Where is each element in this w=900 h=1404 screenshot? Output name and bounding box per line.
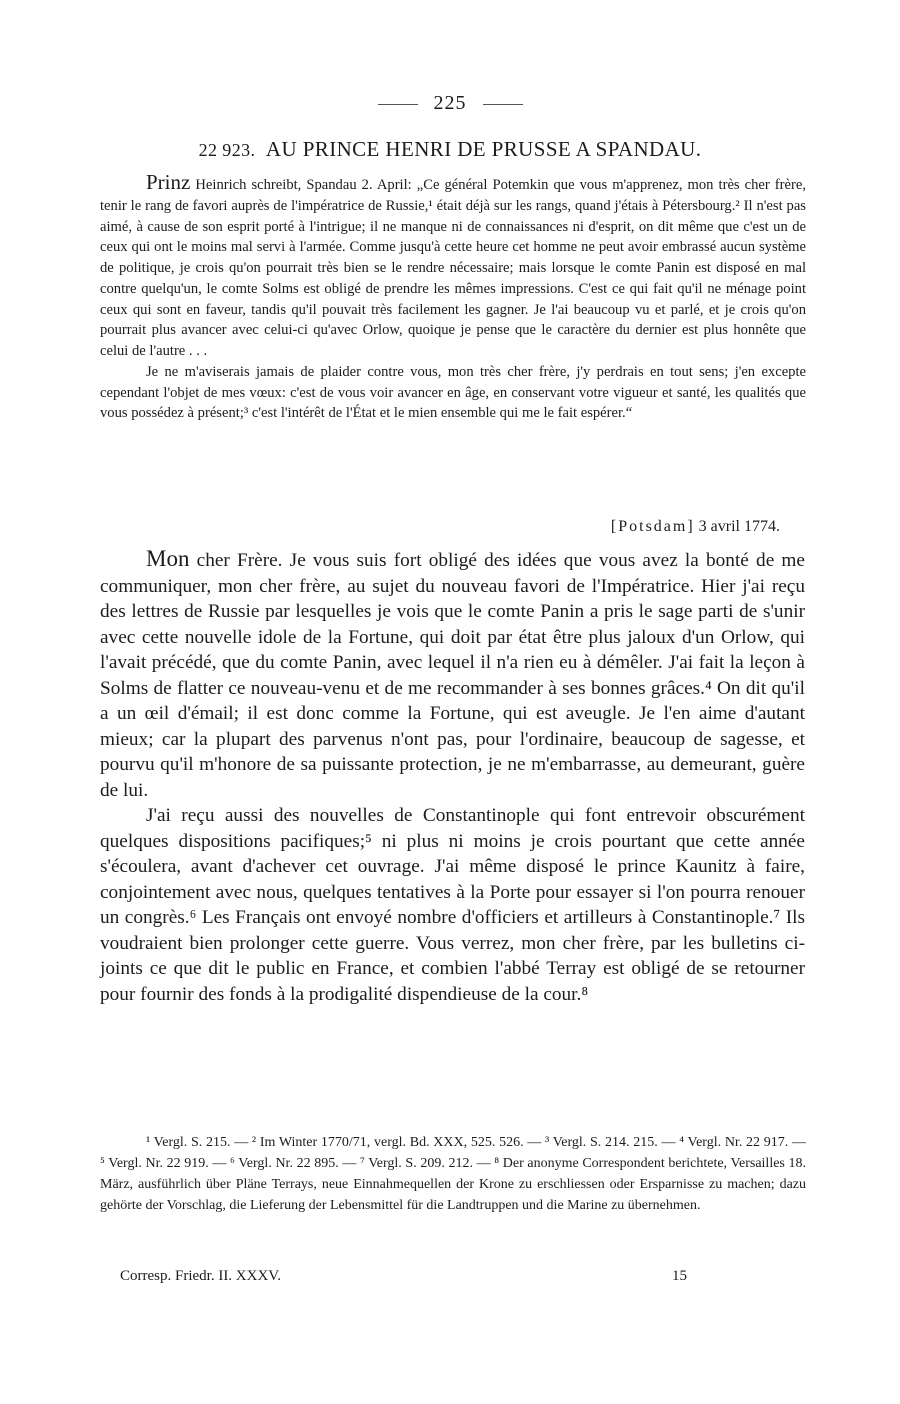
letter-number: 22 923. <box>198 140 256 160</box>
page-number-text: 225 <box>433 92 467 114</box>
body-paragraph-1 <box>100 546 805 803</box>
footnotes <box>100 1132 806 1216</box>
body-lead-word: Mon <box>146 546 190 571</box>
intro-paragraph-1 <box>100 172 806 362</box>
letter-title: AU PRINCE HENRI DE PRUSSE A SPANDAU. <box>265 137 702 161</box>
intro-quotation <box>100 172 806 424</box>
dateline <box>611 518 780 536</box>
dateline-date: 3 avril 1774. <box>698 518 780 535</box>
intro-paragraph-1-text: Heinrich schreibt, Spandau 2. April: „Ce général Potemkin que vous m'apprenez, mon très cher frère, tenir le rang de favori auprès de l'impératrice de Russie,¹ était déjà sur les rangs, quand j'étais à Pétersbourg.² Il n'est pas aimé, à cause de son esprit porté à l'intrigue; il ne manque ni de connaissances ni d'esprit, on dit même que c'est un de ceux qui ont le moins mal servi à l'armée. Comme jusqu'à cette heure cet homme ne peut avoir embrassé aucun système de politique, je crois qu'on pourrait très bien se le rendre nécessaire; mais lorsque le comte Panin est disposé en mal contre quelqu'un, le comte Solms est obligé de prendre les mêmes impressions. C'est ce qui fait qu'il ne ménage point ceux qui sont en faveur, tandis qu'il pouvait très facilement les gagner. Je l'ai beaucoup vu et parlé, et je crois qu'on pourrait plus avancer avec celui-ci qu'avec Orlow, quoique je pense que le caractère du dernier est plus honnête que celui de l'autre . . . <box>100 177 806 359</box>
page-number <box>0 92 900 115</box>
letter-heading <box>0 137 900 162</box>
body-paragraph-2: J'ai reçu aussi des nouvelles de Constantinople qui font entrevoir obscurément quelques dispositions pacifiques;⁵ ni plus ni moins je crois pourtant que cette année s'écoulera, avant d'achever cet ouvrage. J'ai même disposé le prince Kaunitz à faire, conjointement avec nous, quelques tentatives à la Porte pour essayer si l'on pourra renouer un congrès.⁶ Les Français ont envoyé nombre d'officiers et artilleurs à Constantinople.⁷ Ils voudraient bien prolonger cette guerre. Vous verrez, mon cher frère, par les bulletins ci-joints ce que dit le public en France, et combien l'abbé Terray est obligé de se retourner pour fournir des fonds à la prodigalité dispendieuse de la cour.⁸ <box>100 805 805 1005</box>
letter-body <box>100 546 805 1007</box>
page-number-rule-right <box>483 104 523 105</box>
body-paragraph-1-text: cher Frère. Je vous suis fort obligé des idées que vous avez la bonté de me communiquer, mon cher frère, au sujet du nouveau favori de l'Impératrice. Hier j'ai reçu des lettres de Russie par lesquelles je vois que le comte Panin a pris le sage parti de s'unir avec cette nouvelle idole de la Fortune, qui doit par état être plus jaloux d'un Orlow, qui l'avait précédé, que du comte Panin, avec lequel il n'a rien eu à démêler. J'ai fait la leçon à Solms de flatter ce nouveau-venu et de me recommander à ses bonnes grâces.⁴ On dit qu'il a un œil d'émail; il est donc comme la Fortune, qui est aveugle. Je l'en aime d'autant mieux; car la plupart des parvenus n'ont pas, pour l'ordinaire, beaucoup de sagesse, et pourvu qu'il m'honore de sa puissante protection, je ne m'embarrasse, au demeurant, guère de lui. <box>100 550 805 801</box>
footnotes-text: ¹ Vergl. S. 215. — ² Im Winter 1770/71, vergl. Bd. XXX, 525. 526. — ³ Vergl. S. 214. 215. — ⁴ Vergl. Nr. 22 917. — ⁵ Vergl. Nr. 22 919. — ⁶ Vergl. Nr. 22 895. — ⁷ Vergl. S. 209. 212. — ⁸ Der anonyme Correspondent berichtete, Versailles 18. März, ausführlich über Pläne Terrays, neue Einnahmequellen der Krone zu erschliessen oder Ersparnisse zu machen; dazu gehörte der Vorschlag, die Lieferung der Lebensmittel für die Landtruppen und die Marine zu übernehmen. <box>100 1135 806 1213</box>
intro-paragraph-2: Je ne m'aviserais jamais de plaider contre vous, mon très cher frère, j'y perdrais en tout sens; j'en excepte cependant l'objet de mes vœux: c'est de vous voir avancer en âge, en conservant votre vigueur et santé, les qualités que vous possédez à présent;³ c'est l'intérêt de l'État et le mien ensemble qui me le fait espérer.“ <box>100 363 806 422</box>
dateline-place: [Potsdam] <box>610 518 695 535</box>
printer-signature: Corresp. Friedr. II. XXXV. <box>120 1268 281 1284</box>
intro-lead-word: Prinz <box>146 170 191 194</box>
page-number-rule-left <box>378 104 418 105</box>
sheet-number: 15 <box>672 1268 687 1284</box>
